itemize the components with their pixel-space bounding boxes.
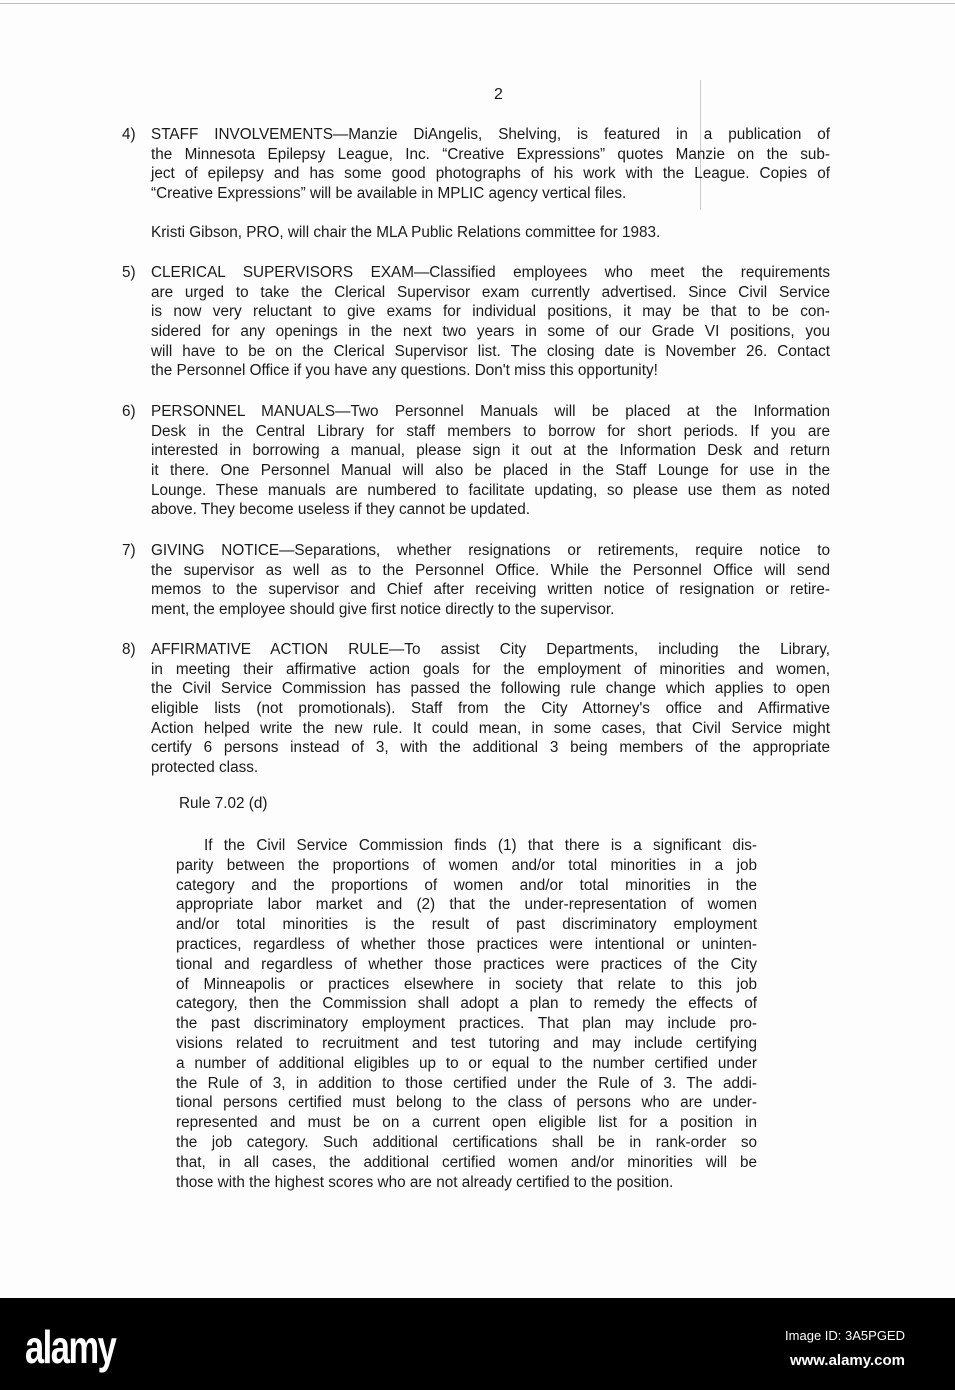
text-line: CLERICAL SUPERVISORS EXAM—Classified employees who meet the requirements (151, 264, 830, 281)
text-line: memos to the supervisor and Chief after receiving written notice of resignation or retire- (151, 581, 830, 599)
text-line: the Personnel Office if you have any questions. Don't miss this opportunity! (151, 362, 658, 380)
text-line: of Minneapolis or practices elsewhere in society that relate to this job (176, 975, 757, 993)
text-line: those with the highest scores who are not already certified to the position. (176, 1173, 674, 1191)
rule-text (176, 836, 757, 1192)
text-line: category and the proportions of women and/or total minorities in the (176, 876, 757, 894)
item-number: 4) (122, 126, 136, 143)
item-paragraph (151, 125, 830, 204)
site-url: www.alamy.com (789, 1352, 905, 1369)
text-line: Desk in the Central Library for staff members to borrow for short periods. If you are (151, 422, 830, 440)
text-line: parity between the proportions of women and/or total minorities in a job (176, 856, 757, 874)
text-line: certify 6 persons instead of 3, with the additional 3 being members of the appropriate (151, 739, 830, 757)
text-line: Lounge. These manuals are numbered to facilitate updating, so please use them as noted (151, 481, 830, 499)
text-line: above. They become useless if they cannot be updated. (151, 501, 530, 519)
item-number: 5) (122, 264, 136, 281)
item-number: 8) (122, 641, 136, 658)
text-line: visions related to recruitment and test tutoring and may include certifying (176, 1034, 757, 1052)
page-number: 2 (494, 86, 503, 103)
text-line: it there. One Personnel Manual will also be placed in the Staff Lounge for use in the (151, 462, 830, 480)
item-number: 6) (122, 403, 136, 420)
scan-edge-line (0, 3, 955, 4)
item-paragraph (151, 541, 830, 620)
text-line: interested in borrowing a manual, please sign it out at the Information Desk and return (151, 442, 830, 460)
text-line: are urged to take the Clerical Supervisor exam currently advertised. Since Civil Service (151, 283, 830, 301)
item-paragraph (151, 223, 830, 243)
text-line: practices, regardless of whether those practices were intentional or uninten- (176, 935, 757, 953)
item-paragraph (151, 640, 830, 778)
text-line: the supervisor as well as to the Personnel Office. While the Personnel Office will send (151, 561, 830, 579)
text-line: “Creative Expressions” will be available in MPLIC agency vertical files. (151, 185, 627, 203)
text-line: the job category. Such additional certifications shall be in rank-order so (176, 1133, 757, 1151)
text-line: in meeting their affirmative action goals for the employment of minorities and women, (151, 660, 830, 678)
item-number: 7) (122, 542, 136, 559)
text-line: tional persons certified must belong to the class of persons who are under- (176, 1094, 757, 1112)
text-line: Action helped write the new rule. It could mean, in some cases, that Civil Service might (151, 719, 830, 737)
rule-title: Rule 7.02 (d) (179, 795, 268, 812)
item-paragraph (151, 263, 830, 381)
text-line: tional and regardless of whether those practices were practices of the City (176, 955, 757, 973)
text-line: the Minnesota Epilepsy League, Inc. “Creative Expressions” quotes Manzie on the sub- (151, 145, 830, 163)
text-line: STAFF INVOLVEMENTS—Manzie DiAngelis, Shelving, is featured in a publication of (151, 126, 830, 143)
alamy-logo: alamy (25, 1321, 116, 1373)
watermark-footer (0, 1298, 955, 1390)
text-line: ject of epilepsy and has some good photographs of his work with the League. Copies of (151, 165, 830, 183)
text-line: the Civil Service Commission has passed the following rule change which applies to open (151, 680, 830, 698)
text-line: category, then the Commission shall adopt a plan to remedy the effects of (176, 995, 757, 1013)
text-line: that, in all cases, the additional certified women and/or minorities will be (176, 1153, 757, 1171)
text-line: the Rule of 3, in addition to those certified under the Rule of 3. The addi- (176, 1074, 757, 1092)
text-line: the past discriminatory employment practices. That plan may include pro- (176, 1015, 757, 1033)
text-line: is now very reluctant to give exams for individual positions, it may be that to be con- (151, 303, 830, 321)
text-line: AFFIRMATIVE ACTION RULE—To assist City Departments, including the Library, (151, 641, 830, 658)
text-line: PERSONNEL MANUALS—Two Personnel Manuals will be placed at the Information (151, 403, 830, 420)
text-line: eligible lists (not promotionals). Staff from the City Attorney's office and Affirmative (151, 700, 830, 718)
item-paragraph (151, 402, 830, 520)
text-line: Kristi Gibson, PRO, will chair the MLA Public Relations committee for 1983. (151, 224, 661, 241)
text-line: If the Civil Service Commission finds (1) that there is a significant dis- (204, 837, 757, 854)
text-line: GIVING NOTICE—Separations, whether resignations or retirements, require notice to (151, 542, 830, 559)
image-id: Image ID: 3A5PGED (785, 1328, 905, 1343)
text-line: a number of additional eligibles up to or equal to the number certified under (176, 1054, 757, 1072)
text-line: appropriate labor market and (2) that the under-representation of women (176, 896, 757, 914)
text-line: represented and must be on a current open eligible list for a position in (176, 1114, 757, 1132)
text-line: sidered for any openings in the next two years in some of our Grade VI positions, you (151, 323, 830, 341)
text-line: ment, the employee should give first notice directly to the supervisor. (151, 601, 615, 619)
text-line: and/or total minorities is the result of past discriminatory employment (176, 916, 757, 934)
text-line: will have to be on the Clerical Supervisor list. The closing date is November 26. Contact (151, 342, 830, 360)
text-line: protected class. (151, 759, 259, 777)
